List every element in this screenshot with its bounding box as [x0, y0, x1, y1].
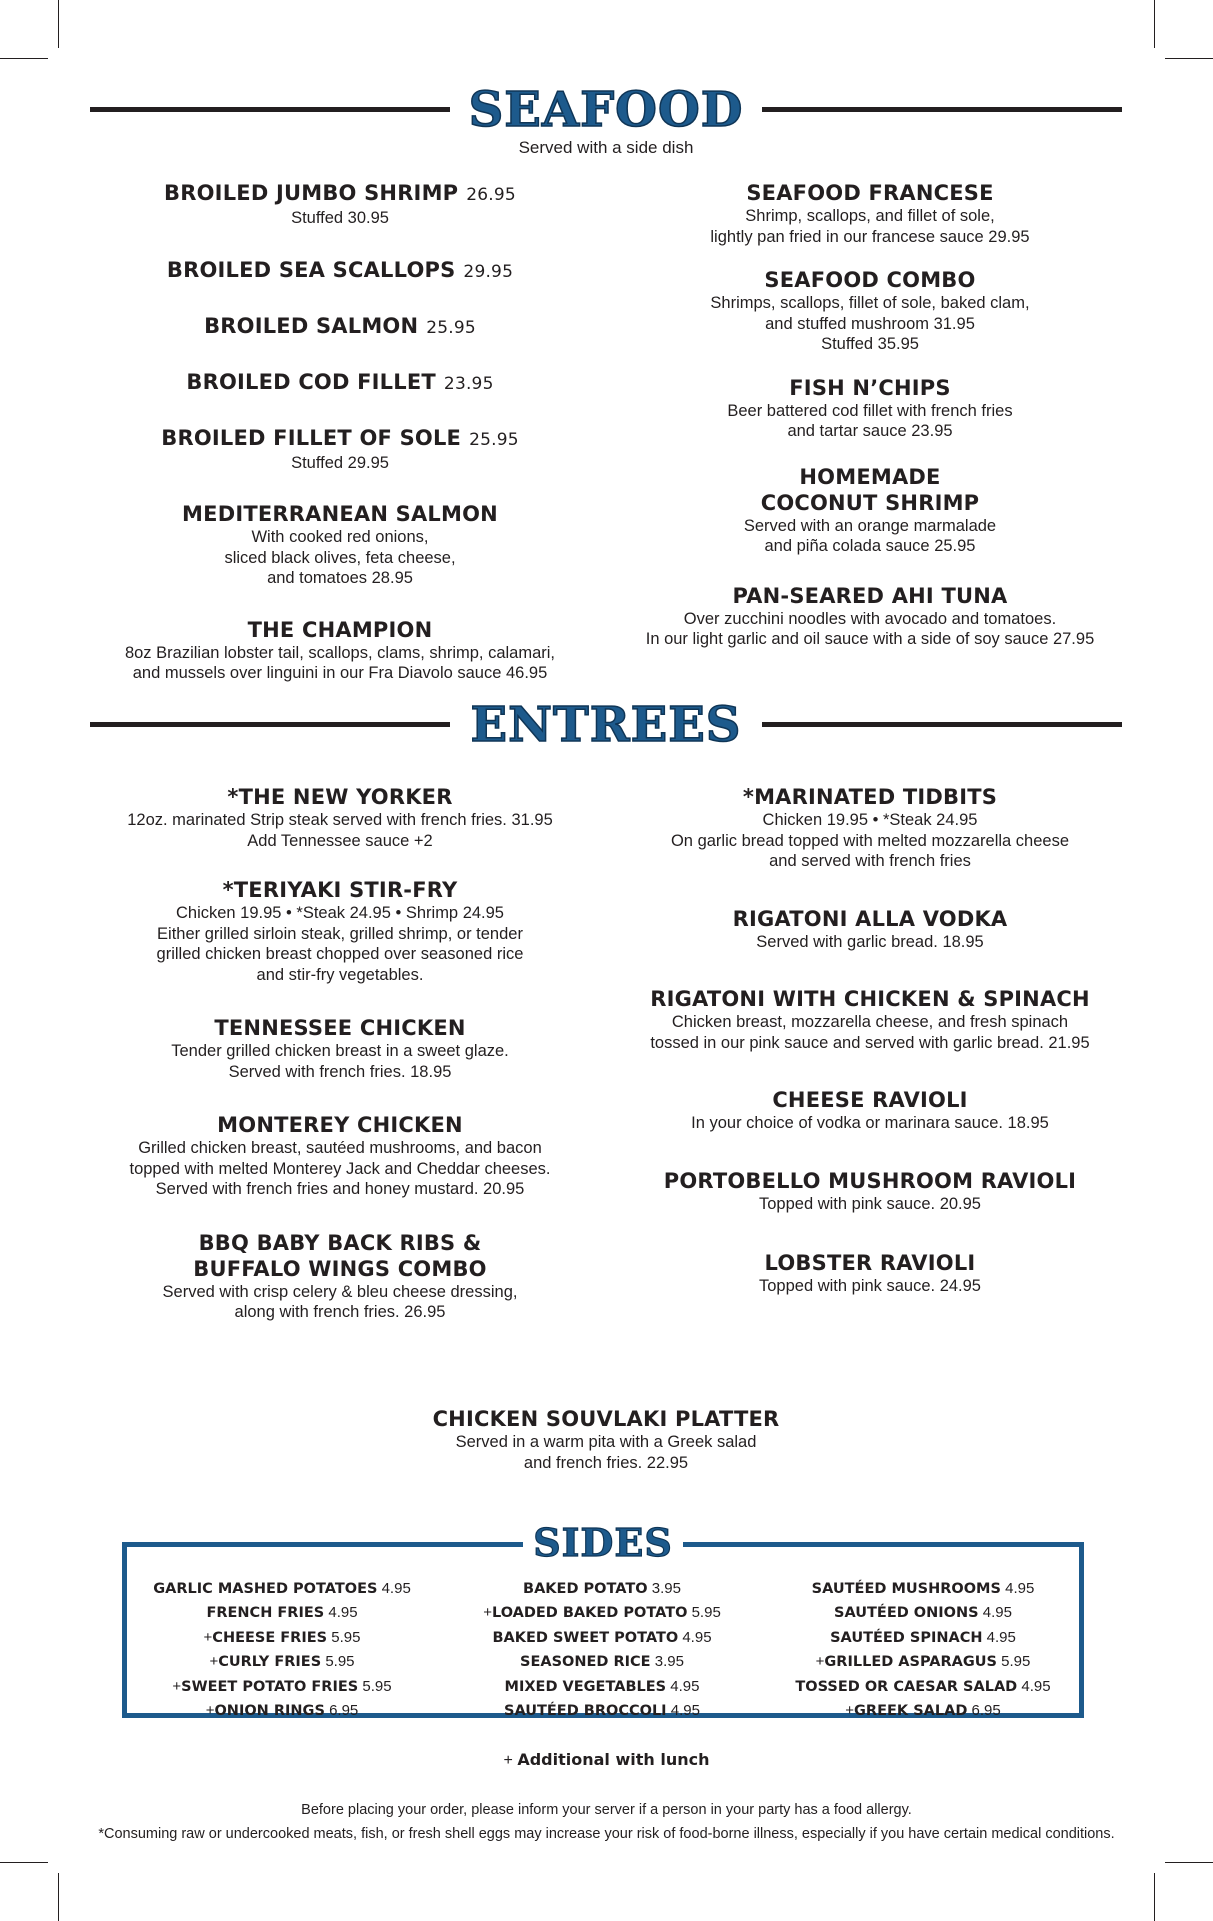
- side-item: [127, 1675, 437, 1699]
- crop-mark: [1154, 1873, 1155, 1921]
- menu-item-description: In our light garlic and oil sauce with a side of soy sauce 27.95: [645, 630, 1095, 648]
- side-item: [127, 1699, 437, 1723]
- side-item-price: 3.95: [654, 1653, 684, 1671]
- seafood-left-column: [90, 180, 590, 684]
- sides-box: [122, 1520, 1084, 1720]
- menu-item-description: and served with french fries: [769, 852, 971, 870]
- side-item-name: MIXED VEGETABLES: [504, 1678, 667, 1695]
- menu-item: [610, 375, 1130, 442]
- crop-mark: [1165, 1862, 1213, 1863]
- menu-item-name: HOMEMADE COCONUT SHRIMP: [760, 464, 980, 515]
- menu-item-description: Served with french fries. 18.95: [228, 1062, 452, 1081]
- sides-title-wrap: [127, 1521, 1079, 1565]
- side-item-price: 5.95: [362, 1677, 392, 1695]
- menu-item-name: SEAFOOD COMBO: [764, 268, 976, 292]
- menu-item-description: 12oz. marinated Strip steak served with french fries. 31.95: [127, 811, 553, 829]
- side-item: [767, 1675, 1079, 1699]
- consumer-warning: *Consuming raw or undercooked meats, fish, or fresh shell eggs may increase your risk of food-borne illness, especially if you have certain medical conditions.: [98, 1826, 1115, 1842]
- menu-item-name: MONTEREY CHICKEN: [217, 1113, 463, 1137]
- side-item-price: 4.95: [682, 1628, 712, 1646]
- menu-item-description: Served with an orange marmalade: [743, 516, 997, 535]
- entrees-left-column: [90, 784, 590, 1323]
- menu-item-description: and stir-fry vegetables.: [256, 965, 424, 984]
- side-item: [127, 1601, 437, 1625]
- entrees-right-column: [610, 784, 1130, 1297]
- menu-item: [610, 180, 1130, 247]
- menu-item-description: Served with french fries and honey mustard. 20.95: [155, 1180, 525, 1198]
- side-item-price: 3.95: [651, 1580, 681, 1597]
- menu-item-name: RIGATONI ALLA VODKA: [732, 906, 1008, 931]
- seafood-header: [90, 80, 1122, 140]
- side-item-price: 5.95: [1001, 1653, 1031, 1671]
- menu-item-description: grilled chicken breast chopped over seasoned rice: [156, 945, 524, 963]
- menu-item-description: topped with melted Monterey Jack and Cheddar cheeses.: [129, 1159, 551, 1178]
- menu-item-description: In your choice of vodka or marinara sauce. 18.95: [691, 1114, 1049, 1132]
- seafood-right-column: [610, 180, 1130, 650]
- side-item-prefix: +: [203, 1628, 213, 1646]
- side-item-name: BAKED POTATO: [523, 1581, 648, 1597]
- side-item: [447, 1577, 757, 1601]
- side-item-prefix: +: [845, 1702, 855, 1720]
- menu-item-name: BROILED SEA SCALLOPS 29.95: [166, 257, 514, 282]
- menu-item-description: Add Tennessee sauce +2: [247, 831, 433, 850]
- crop-mark: [58, 1873, 59, 1921]
- menu-item-name: RIGATONI WITH CHICKEN & SPINACH: [650, 987, 1090, 1011]
- side-item-price: 4.95: [381, 1580, 411, 1597]
- seafood-subtitle: Served with a side dish: [518, 138, 694, 157]
- side-item-name: SAUTÉED SPINACH: [830, 1629, 983, 1646]
- menu-item: [356, 1406, 856, 1473]
- menu-item-description: tossed in our pink sauce and served with garlic bread. 21.95: [650, 1033, 1090, 1052]
- menu-item: [90, 369, 590, 397]
- side-item-name: LOADED BAKED POTATO: [491, 1605, 688, 1622]
- side-item-price: 4.95: [328, 1604, 358, 1622]
- divider: [762, 107, 1122, 112]
- menu-item-description: along with french fries. 26.95: [234, 1303, 446, 1321]
- menu-item-description: Grilled chicken breast, sautéed mushrooms, and bacon: [138, 1139, 542, 1157]
- menu-item: [90, 1015, 590, 1082]
- menu-item-name: LOBSTER RAVIOLI: [764, 1251, 976, 1275]
- menu-item-description: Either grilled sirloin steak, grilled shrimp, or tender: [157, 924, 523, 943]
- side-item-price: 4.95: [1021, 1677, 1051, 1695]
- side-item-price: 5.95: [331, 1628, 361, 1646]
- side-item-name: SAUTÉED MUSHROOMS: [811, 1581, 1001, 1597]
- menu-item-name: CHEESE RAVIOLI: [772, 1088, 968, 1112]
- side-item: [767, 1626, 1079, 1650]
- menu-item-name: SEAFOOD FRANCESE: [746, 181, 994, 205]
- menu-item-description: Served with crisp celery & bleu cheese dressing,: [162, 1282, 518, 1301]
- menu-item-description: sliced black olives, feta cheese,: [224, 548, 456, 567]
- menu-item-name: TENNESSEE CHICKEN: [214, 1016, 466, 1040]
- crop-mark: [1154, 0, 1155, 48]
- menu-item-name: BBQ BABY BACK RIBS & BUFFALO WINGS COMBO: [193, 1230, 487, 1281]
- side-item-name: SWEET POTATO FRIES: [181, 1678, 359, 1695]
- side-item-prefix: +: [205, 1702, 215, 1720]
- crop-mark: [0, 1862, 48, 1863]
- menu-item-description: Over zucchini noodles with avocado and tomatoes.: [683, 609, 1057, 628]
- menu-item-description: and tomatoes 28.95: [267, 569, 413, 587]
- menu-item-name: *THE NEW YORKER: [227, 785, 453, 809]
- menu-item-price: 29.95: [463, 261, 514, 282]
- menu-item-description: and tartar sauce 23.95: [787, 422, 953, 440]
- menu-item-price: 23.95: [443, 373, 494, 394]
- sides-column: [767, 1577, 1079, 1723]
- menu-item: [90, 877, 590, 985]
- side-item-name: CURLY FRIES: [218, 1654, 322, 1671]
- entrees-center-item: [356, 1406, 856, 1473]
- lunch-note: [0, 1750, 1213, 1770]
- menu-item-description: Stuffed 35.95: [821, 335, 919, 353]
- menu-item-description: Topped with pink sauce. 24.95: [759, 1277, 981, 1295]
- side-item: [127, 1577, 437, 1601]
- crop-mark: [0, 58, 48, 59]
- sides-column: [127, 1577, 437, 1723]
- menu-item-price: 25.95: [426, 317, 476, 338]
- menu-item-name: BROILED SALMON 25.95: [204, 313, 476, 338]
- side-item-name: FRENCH FRIES: [206, 1605, 325, 1622]
- side-item-prefix: +: [483, 1604, 492, 1622]
- side-item-price: 6.95: [971, 1702, 1001, 1720]
- menu-item-description: and piña colada sauce 25.95: [764, 537, 976, 555]
- menu-item-description: Stuffed 30.95: [291, 209, 389, 227]
- divider: [762, 722, 1122, 727]
- menu-item-name: PAN-SEARED AHI TUNA: [732, 583, 1008, 608]
- menu-item: [610, 267, 1130, 355]
- side-item-price: 4.95: [670, 1702, 700, 1720]
- side-item-price: 5.95: [325, 1653, 355, 1671]
- side-item-price: 5.95: [691, 1604, 721, 1622]
- side-item-name: GRILLED ASPARAGUS: [824, 1654, 997, 1671]
- allergy-notice: Before placing your order, please inform your server if a person in your party has a food allergy.: [301, 1802, 912, 1818]
- menu-item-description: Chicken 19.95 • *Steak 24.95: [762, 811, 978, 829]
- side-item-name: GARLIC MASHED POTATOES: [153, 1581, 378, 1597]
- side-item: [447, 1601, 757, 1625]
- menu-item-description: Stuffed 29.95: [291, 453, 389, 472]
- menu-item-description: Served with garlic bread. 18.95: [756, 932, 984, 951]
- side-item-price: 4.95: [1005, 1580, 1035, 1597]
- side-item-prefix: +: [172, 1677, 182, 1695]
- menu-item-name: *TERIYAKI STIR-FRY: [222, 878, 458, 902]
- menu-item: [610, 906, 1130, 953]
- menu-item-description: Chicken 19.95 • *Steak 24.95 • Shrimp 24.95: [175, 904, 504, 922]
- menu-item-description: lightly pan fried in our francese sauce 29.95: [710, 227, 1030, 246]
- menu-item-price: 26.95: [466, 185, 516, 205]
- menu-item: [90, 425, 590, 474]
- side-item: [447, 1626, 757, 1650]
- menu-item: [610, 784, 1130, 872]
- side-item-price: 4.95: [982, 1604, 1012, 1622]
- menu-item-price: 25.95: [469, 429, 519, 450]
- side-item: [447, 1675, 757, 1699]
- side-item-name: TOSSED OR CAESAR SALAD: [795, 1678, 1018, 1695]
- menu-item-description: and mussels over linguini in our Fra Diavolo sauce 46.95: [132, 664, 548, 682]
- lunch-prefix: +: [503, 1752, 513, 1769]
- menu-item: [610, 986, 1130, 1053]
- menu-item: [610, 1250, 1130, 1297]
- menu-item: [610, 583, 1130, 650]
- side-item: [767, 1601, 1079, 1625]
- sides-title: SIDES: [523, 1521, 683, 1565]
- menu-item-name: CHICKEN SOUVLAKI PLATTER: [432, 1407, 780, 1431]
- menu-item: [610, 1087, 1130, 1134]
- menu-item-description: With cooked red onions,: [251, 528, 429, 546]
- menu-item-name: *MARINATED TIDBITS: [742, 785, 998, 809]
- menu-item: [90, 617, 590, 684]
- menu-item-name: FISH N’CHIPS: [789, 375, 951, 400]
- menu-item-description: Shrimp, scallops, and fillet of sole,: [745, 207, 995, 225]
- side-item-name: CHEESE FRIES: [212, 1629, 328, 1646]
- menu-item-description: and french fries. 22.95: [523, 1453, 689, 1472]
- side-item-price: 4.95: [670, 1677, 700, 1695]
- menu-item-name: MEDITERRANEAN SALMON: [182, 502, 498, 526]
- side-item: [767, 1699, 1079, 1723]
- lunch-note-text: Additional with lunch: [517, 1750, 710, 1769]
- side-item: [767, 1650, 1079, 1674]
- menu-item-description: Beer battered cod fillet with french fries: [727, 401, 1013, 420]
- menu-item-name: BROILED COD FILLET 23.95: [186, 369, 494, 394]
- menu-item: [90, 313, 590, 341]
- seafood-title: SEAFOOD: [468, 82, 744, 138]
- menu-item-description: Chicken breast, mozzarella cheese, and fresh spinach: [671, 1013, 1069, 1031]
- side-item-name: GREEK SALAD: [854, 1703, 968, 1720]
- menu-item: [90, 1230, 590, 1323]
- side-item: [767, 1577, 1079, 1601]
- menu-item: [90, 1112, 590, 1200]
- side-item-price: 4.95: [986, 1628, 1016, 1646]
- menu-item-name: BROILED JUMBO SHRIMP 26.95: [164, 181, 516, 205]
- menu-item-description: Tender grilled chicken breast in a sweet glaze.: [171, 1042, 509, 1060]
- side-item: [447, 1650, 757, 1674]
- menu-item: [90, 180, 590, 229]
- side-item-prefix: +: [209, 1653, 219, 1671]
- menu-item-description: Topped with pink sauce. 20.95: [759, 1194, 981, 1213]
- menu-item-name: PORTOBELLO MUSHROOM RAVIOLI: [663, 1168, 1077, 1193]
- menu-item-description: Shrimps, scallops, fillet of sole, baked clam,: [710, 294, 1030, 312]
- side-item-name: ONION RINGS: [214, 1703, 325, 1720]
- menu-item-name: BROILED FILLET OF SOLE 25.95: [161, 425, 519, 450]
- menu-item: [90, 501, 590, 589]
- side-item: [127, 1650, 437, 1674]
- menu-item: [90, 257, 590, 285]
- menu-item: [610, 1168, 1130, 1215]
- side-item-name: SAUTÉED ONIONS: [834, 1605, 979, 1622]
- sides-column: [447, 1577, 757, 1723]
- menu-item: [610, 464, 1130, 557]
- crop-mark: [1165, 58, 1213, 59]
- side-item-name: SEASONED RICE: [520, 1654, 651, 1671]
- side-item-price: 6.95: [329, 1702, 359, 1720]
- menu-item: [90, 784, 590, 851]
- side-item: [127, 1626, 437, 1650]
- entrees-header: [90, 695, 1122, 755]
- menu-item-description: 8oz Brazilian lobster tail, scallops, clams, shrimp, calamari,: [124, 643, 556, 662]
- crop-mark: [58, 0, 59, 48]
- entrees-title: ENTREES: [470, 697, 742, 753]
- side-item: [447, 1699, 757, 1723]
- menu-item-name: THE CHAMPION: [247, 617, 433, 642]
- side-item-name: BAKED SWEET POTATO: [492, 1629, 679, 1646]
- side-item-name: SAUTÉED BROCCOLI: [504, 1703, 667, 1720]
- menu-item-description: Served in a warm pita with a Greek salad: [455, 1433, 757, 1451]
- menu-item-description: On garlic bread topped with melted mozzarella cheese: [670, 831, 1070, 850]
- menu-item-description: and stuffed mushroom 31.95: [765, 314, 975, 333]
- side-item-prefix: +: [815, 1653, 825, 1671]
